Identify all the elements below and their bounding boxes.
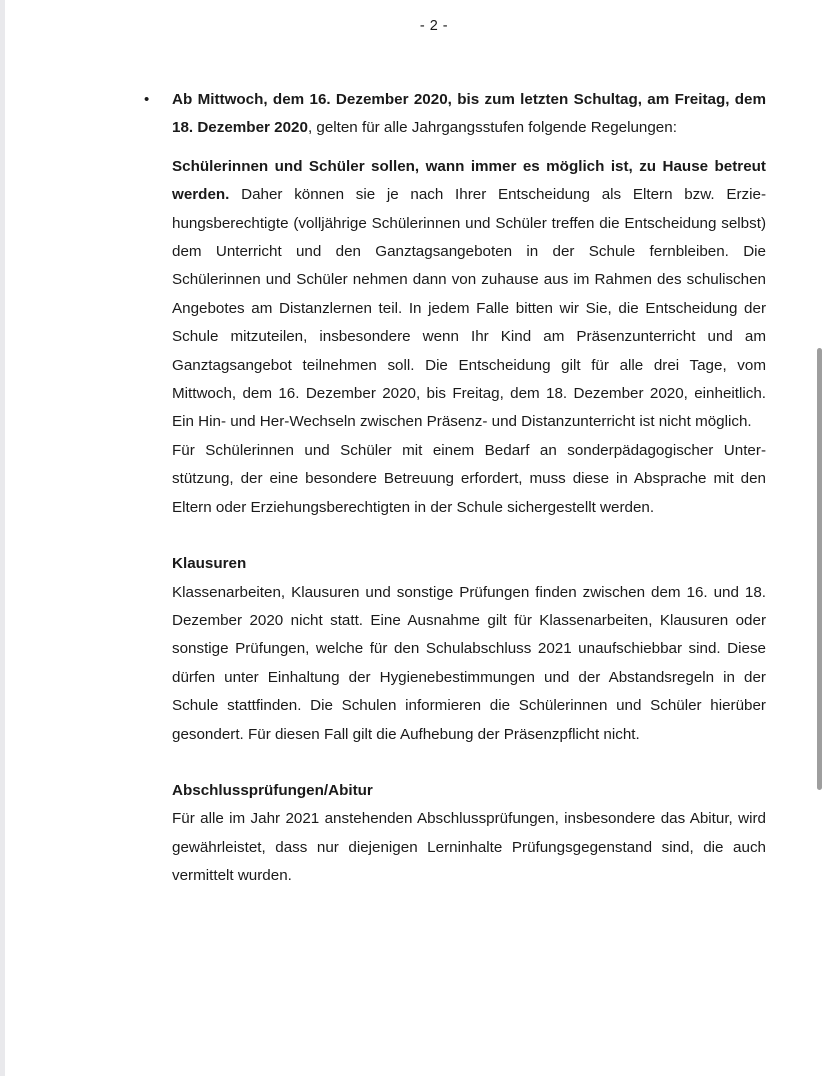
viewer-left-edge xyxy=(0,0,5,1076)
abschluss-heading: Abschlussprüfungen/Abitur xyxy=(172,781,373,799)
rule-paragraph xyxy=(172,153,766,437)
abschluss-text: Für alle im Jahr 2021 anstehenden Abschlussprüfungen, insbesondere das Abitur, wird gewährleistet, dass nur diejenigen Lerninhalte Prüfungsgegenstand sind, die auch vermittelt wurden. xyxy=(172,810,766,885)
rule-paragraph-text: Daher können sie je nach Ihrer Entscheidung als Eltern bzw. Erziehungsberechtigte (volljährige Schülerinnen und Schüler treffen die Entscheidung selbst) dem Unterricht und den Ganztagsangeboten in der Schule fernbleiben. Die Schülerinnen und Schüler nehmen dann von zuhause aus im Rahmen des schulischen Angebotes am Distanzlernen teil. In jedem Falle bitten wir Sie, die Entscheidung der Schule mitzuteilen, insbesondere wenn Ihr Kind am Präsenzunterricht und am Ganztagsangebot teilnehmen soll. Die Entscheidung gilt für alle drei Tage, vom Mittwoch, dem 16. Dezember 2020, bis Freitag, dem 18. Dezember 2020, einheitlich. Ein Hin- und Her-Wechseln zwischen Präsenz- und Distanzunterricht ist nicht möglich. xyxy=(172,186,766,431)
document-body xyxy=(144,86,766,891)
bullet-icon: • xyxy=(144,91,150,108)
page-number: - 2 - xyxy=(419,18,449,34)
klausuren-heading: Klausuren xyxy=(172,555,247,573)
support-paragraph: Für Schülerinnen und Schüler mit einem Bedarf an sonderpädagogischer Unterstützung, der eine besondere Betreuung erfordert, muss diese in Absprache mit den Eltern oder Erziehungsberechtigten in der Schule sichergestellt werden. xyxy=(172,441,766,516)
bullet-intro xyxy=(172,86,766,143)
rule-paragraph-bold: Schülerinnen und Schüler sollen, wann immer es möglich ist, zu Hause betreut werden. xyxy=(172,157,766,204)
klausuren-text: Klassenarbeiten, Klausuren und sonstige Prüfungen finden zwischen dem 16. und 18. Dezember 2020 nicht statt. Eine Ausnahme gilt für Klassenarbeiten, Klausuren oder sonstige Prüfungen, welche für den Schulabschluss 2021 unaufschiebbar sind. Diese dürfen unter Einhaltung der Hygienebestimmungen und der Abstandsregeln in der Schule stattfinden. Die Schulen informieren die Schülerinnen und Schüler hierüber gesondert. Für diesen Fall gilt die Aufhebung der Präsenzpflicht nicht. xyxy=(172,583,766,743)
bullet-intro-rest: , gelten für alle Jahrgangsstufen folgende Regelungen: xyxy=(307,119,677,137)
bullet-intro-bold: Ab Mittwoch, dem 16. Dezember 2020, bis zum letzten Schultag, am Freitag, dem 18. Dezember 2020 xyxy=(172,91,766,137)
vertical-scrollbar[interactable] xyxy=(817,348,822,790)
